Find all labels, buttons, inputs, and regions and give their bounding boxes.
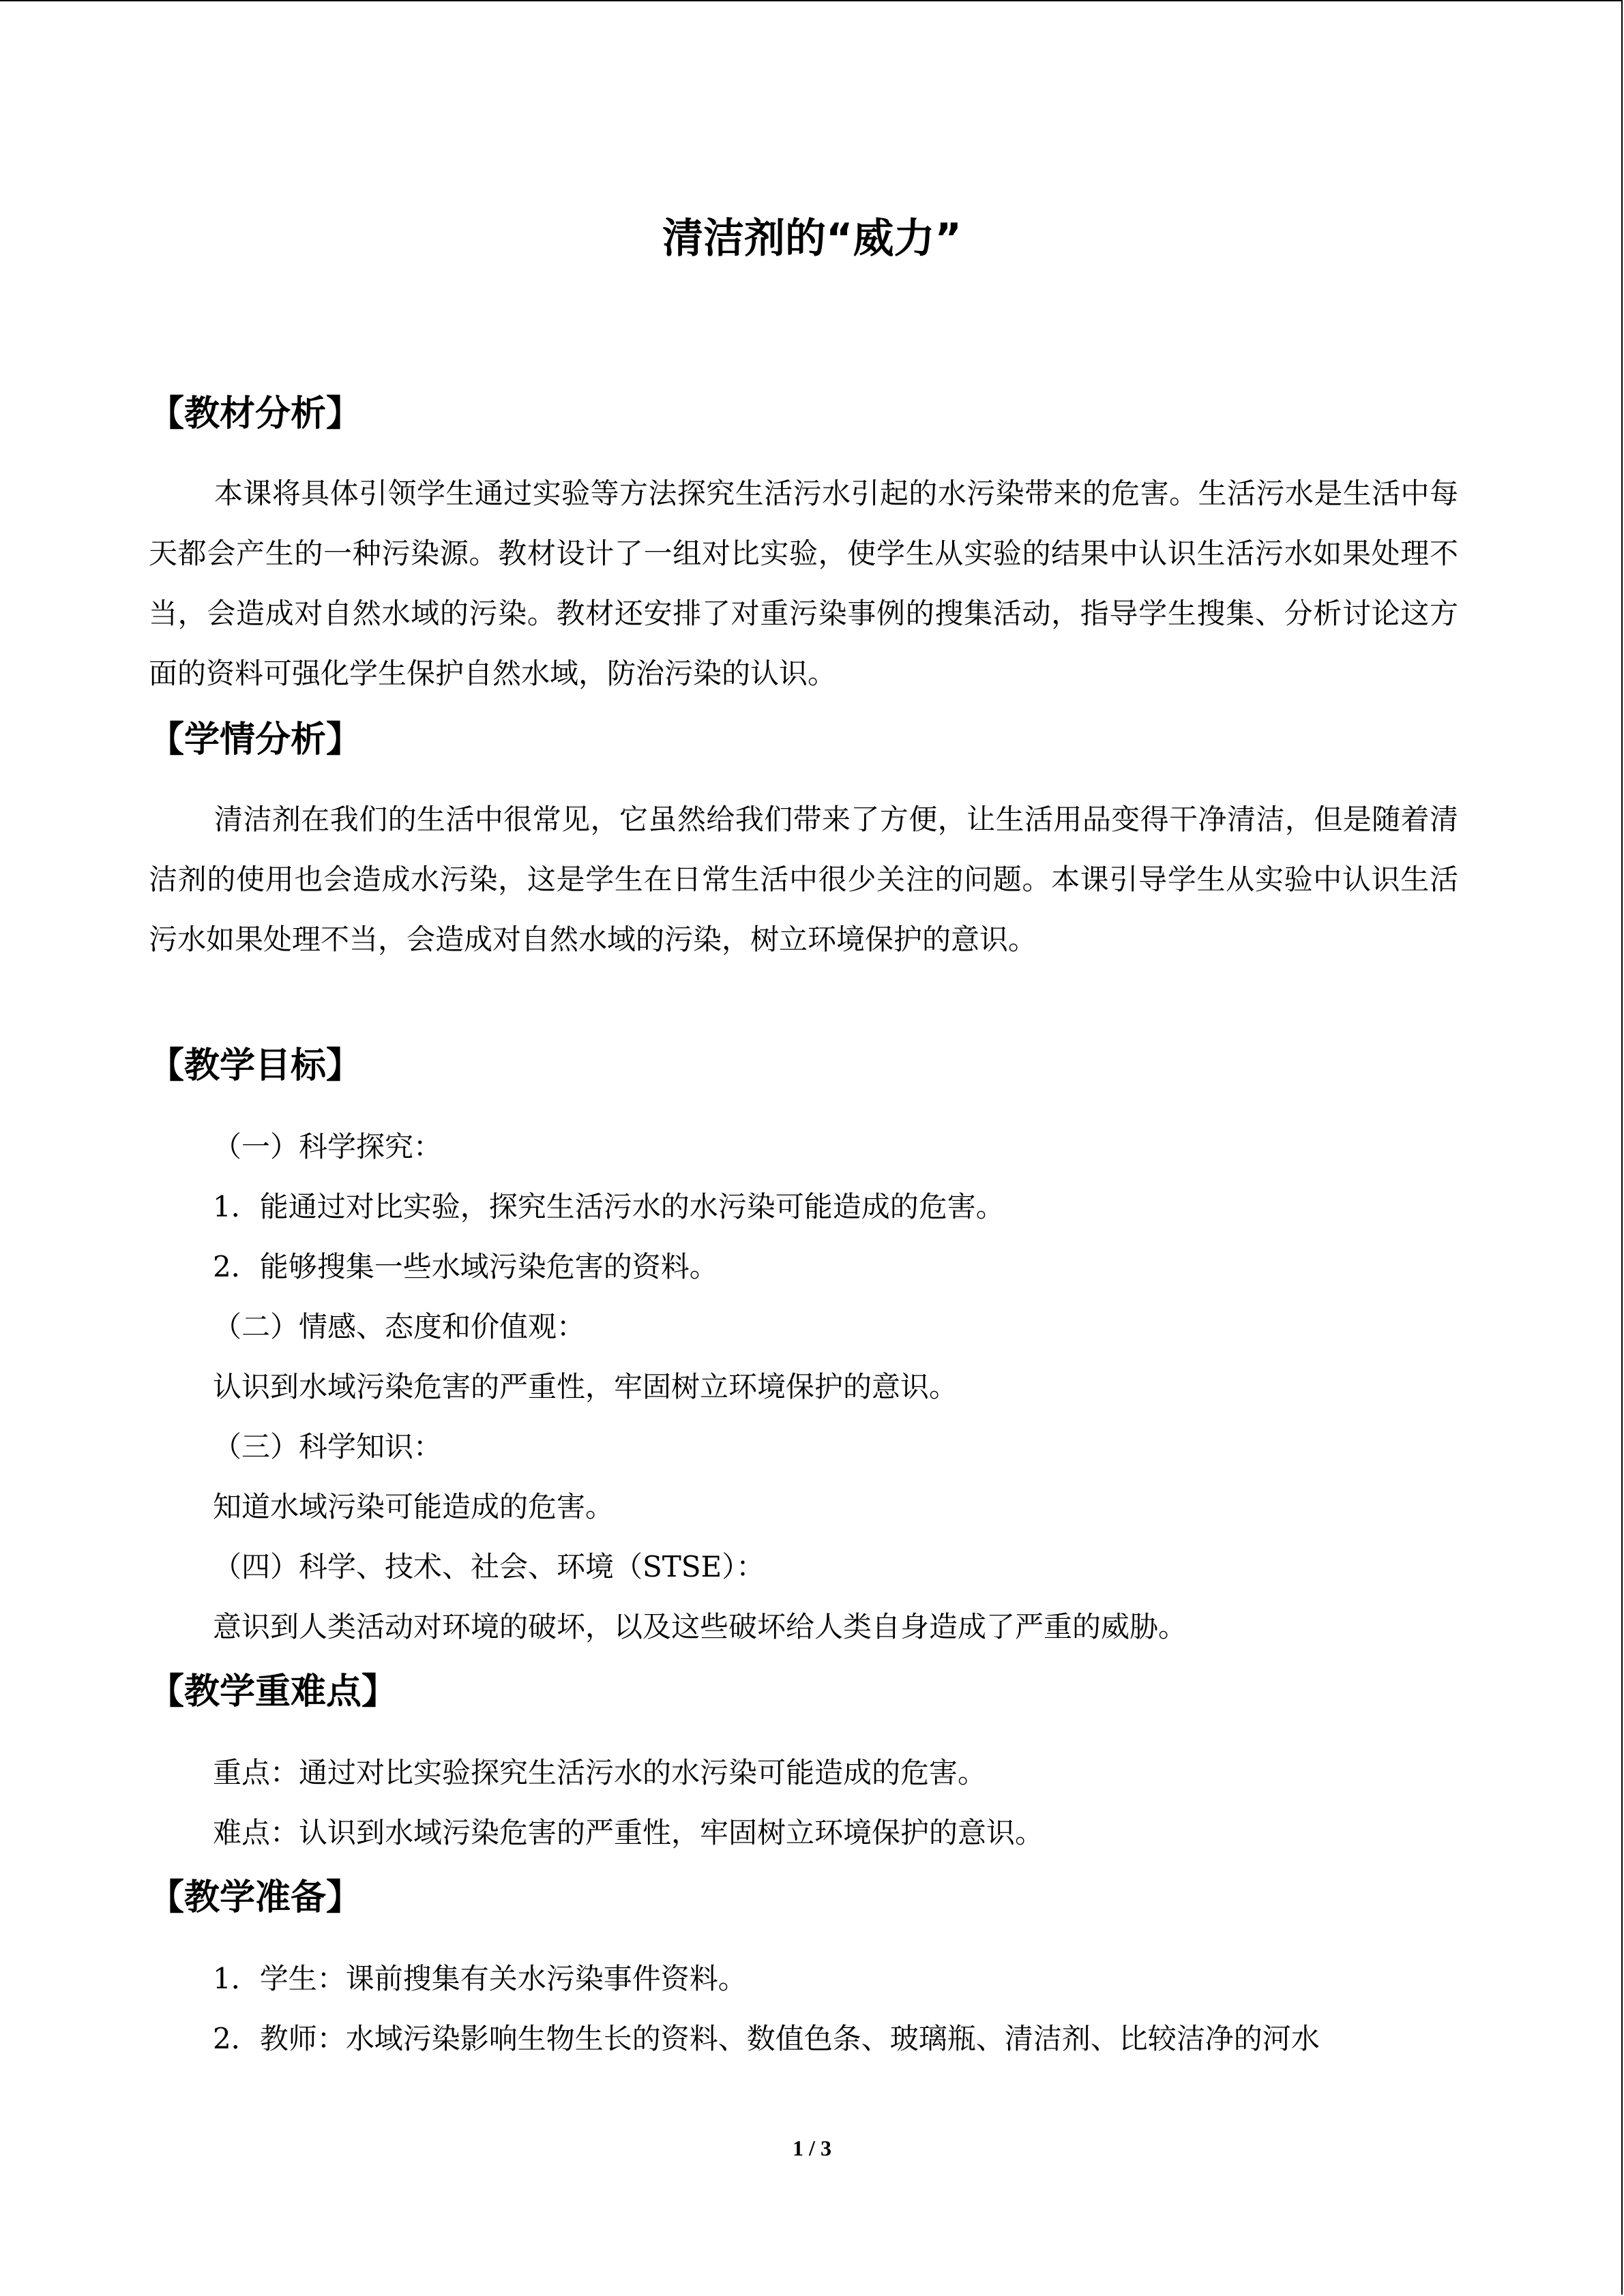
goal-line: 意识到人类活动对环境的破坏，以及这些破坏给人类自身造成了严重的威胁。 bbox=[213, 1610, 1187, 1643]
goal-line: （一）科学探究： bbox=[213, 1130, 443, 1163]
document-title: 清洁剂的“威力” bbox=[662, 215, 962, 263]
preparation-line: 2．教师：水域污染影响生物生长的资料、数值色条、玻璃瓶、清洁剂、比较洁净的河水 bbox=[213, 2022, 1320, 2055]
section-heading-preparation: 【教学准备】 bbox=[149, 1877, 362, 1918]
key-point-line: 重点：通过对比实验探究生活污水的水污染可能造成的危害。 bbox=[213, 1756, 987, 1789]
preparation-line: 1．学生：课前搜集有关水污染事件资料。 bbox=[213, 1962, 747, 1995]
section-heading-key-points: 【教学重难点】 bbox=[149, 1671, 398, 1712]
goal-line: （四）科学、技术、社会、环境（STSE）： bbox=[213, 1550, 765, 1583]
goal-line: （二）情感、态度和价值观： bbox=[213, 1310, 586, 1343]
analysis-paragraph: 本课将具体引领学生通过实验等方法探究生活污水引起的水污染带来的危害。生活污水是生活中每天都会产生的一种污染源。教材设计了一组对比实验，使学生从实验的结果中认识生活污水如果处理不当，会造成对自然水域的污染。教材还安排了对重污染事例的搜集活动，指导学生搜集、分析讨论这方面的资料可强化学生保护自然水域，防治污染的认识。 bbox=[149, 477, 1458, 690]
goal-line: 1．能通过对比实验，探究生活污水的水污染可能造成的危害。 bbox=[213, 1190, 1005, 1223]
section-heading-students: 【学情分析】 bbox=[149, 719, 362, 760]
goal-line: 知道水域污染可能造成的危害。 bbox=[213, 1490, 615, 1523]
goal-line: 认识到水域污染危害的严重性，牢固树立环境保护的意识。 bbox=[213, 1370, 958, 1403]
goal-line: （三）科学知识： bbox=[213, 1430, 443, 1463]
key-point-line: 难点：认识到水域污染危害的严重性，牢固树立环境保护的意识。 bbox=[213, 1816, 1044, 1849]
page-number: 1 / 3 bbox=[793, 2136, 831, 2160]
section-heading-analysis: 【教材分析】 bbox=[149, 393, 362, 434]
students-paragraph: 清洁剂在我们的生活中很常见，它虽然给我们带来了方便，让生活用品变得干净清洁，但是随着清洁剂的使用也会造成水污染，这是学生在日常生活中很少关注的问题。本课引导学生从实验中认识生活污水如果处理不当，会造成对自然水域的污染，树立环境保护的意识。 bbox=[149, 803, 1458, 956]
section-heading-goals: 【教学目标】 bbox=[149, 1045, 362, 1086]
goal-line: 2．能够搜集一些水域污染危害的资料。 bbox=[213, 1250, 718, 1283]
